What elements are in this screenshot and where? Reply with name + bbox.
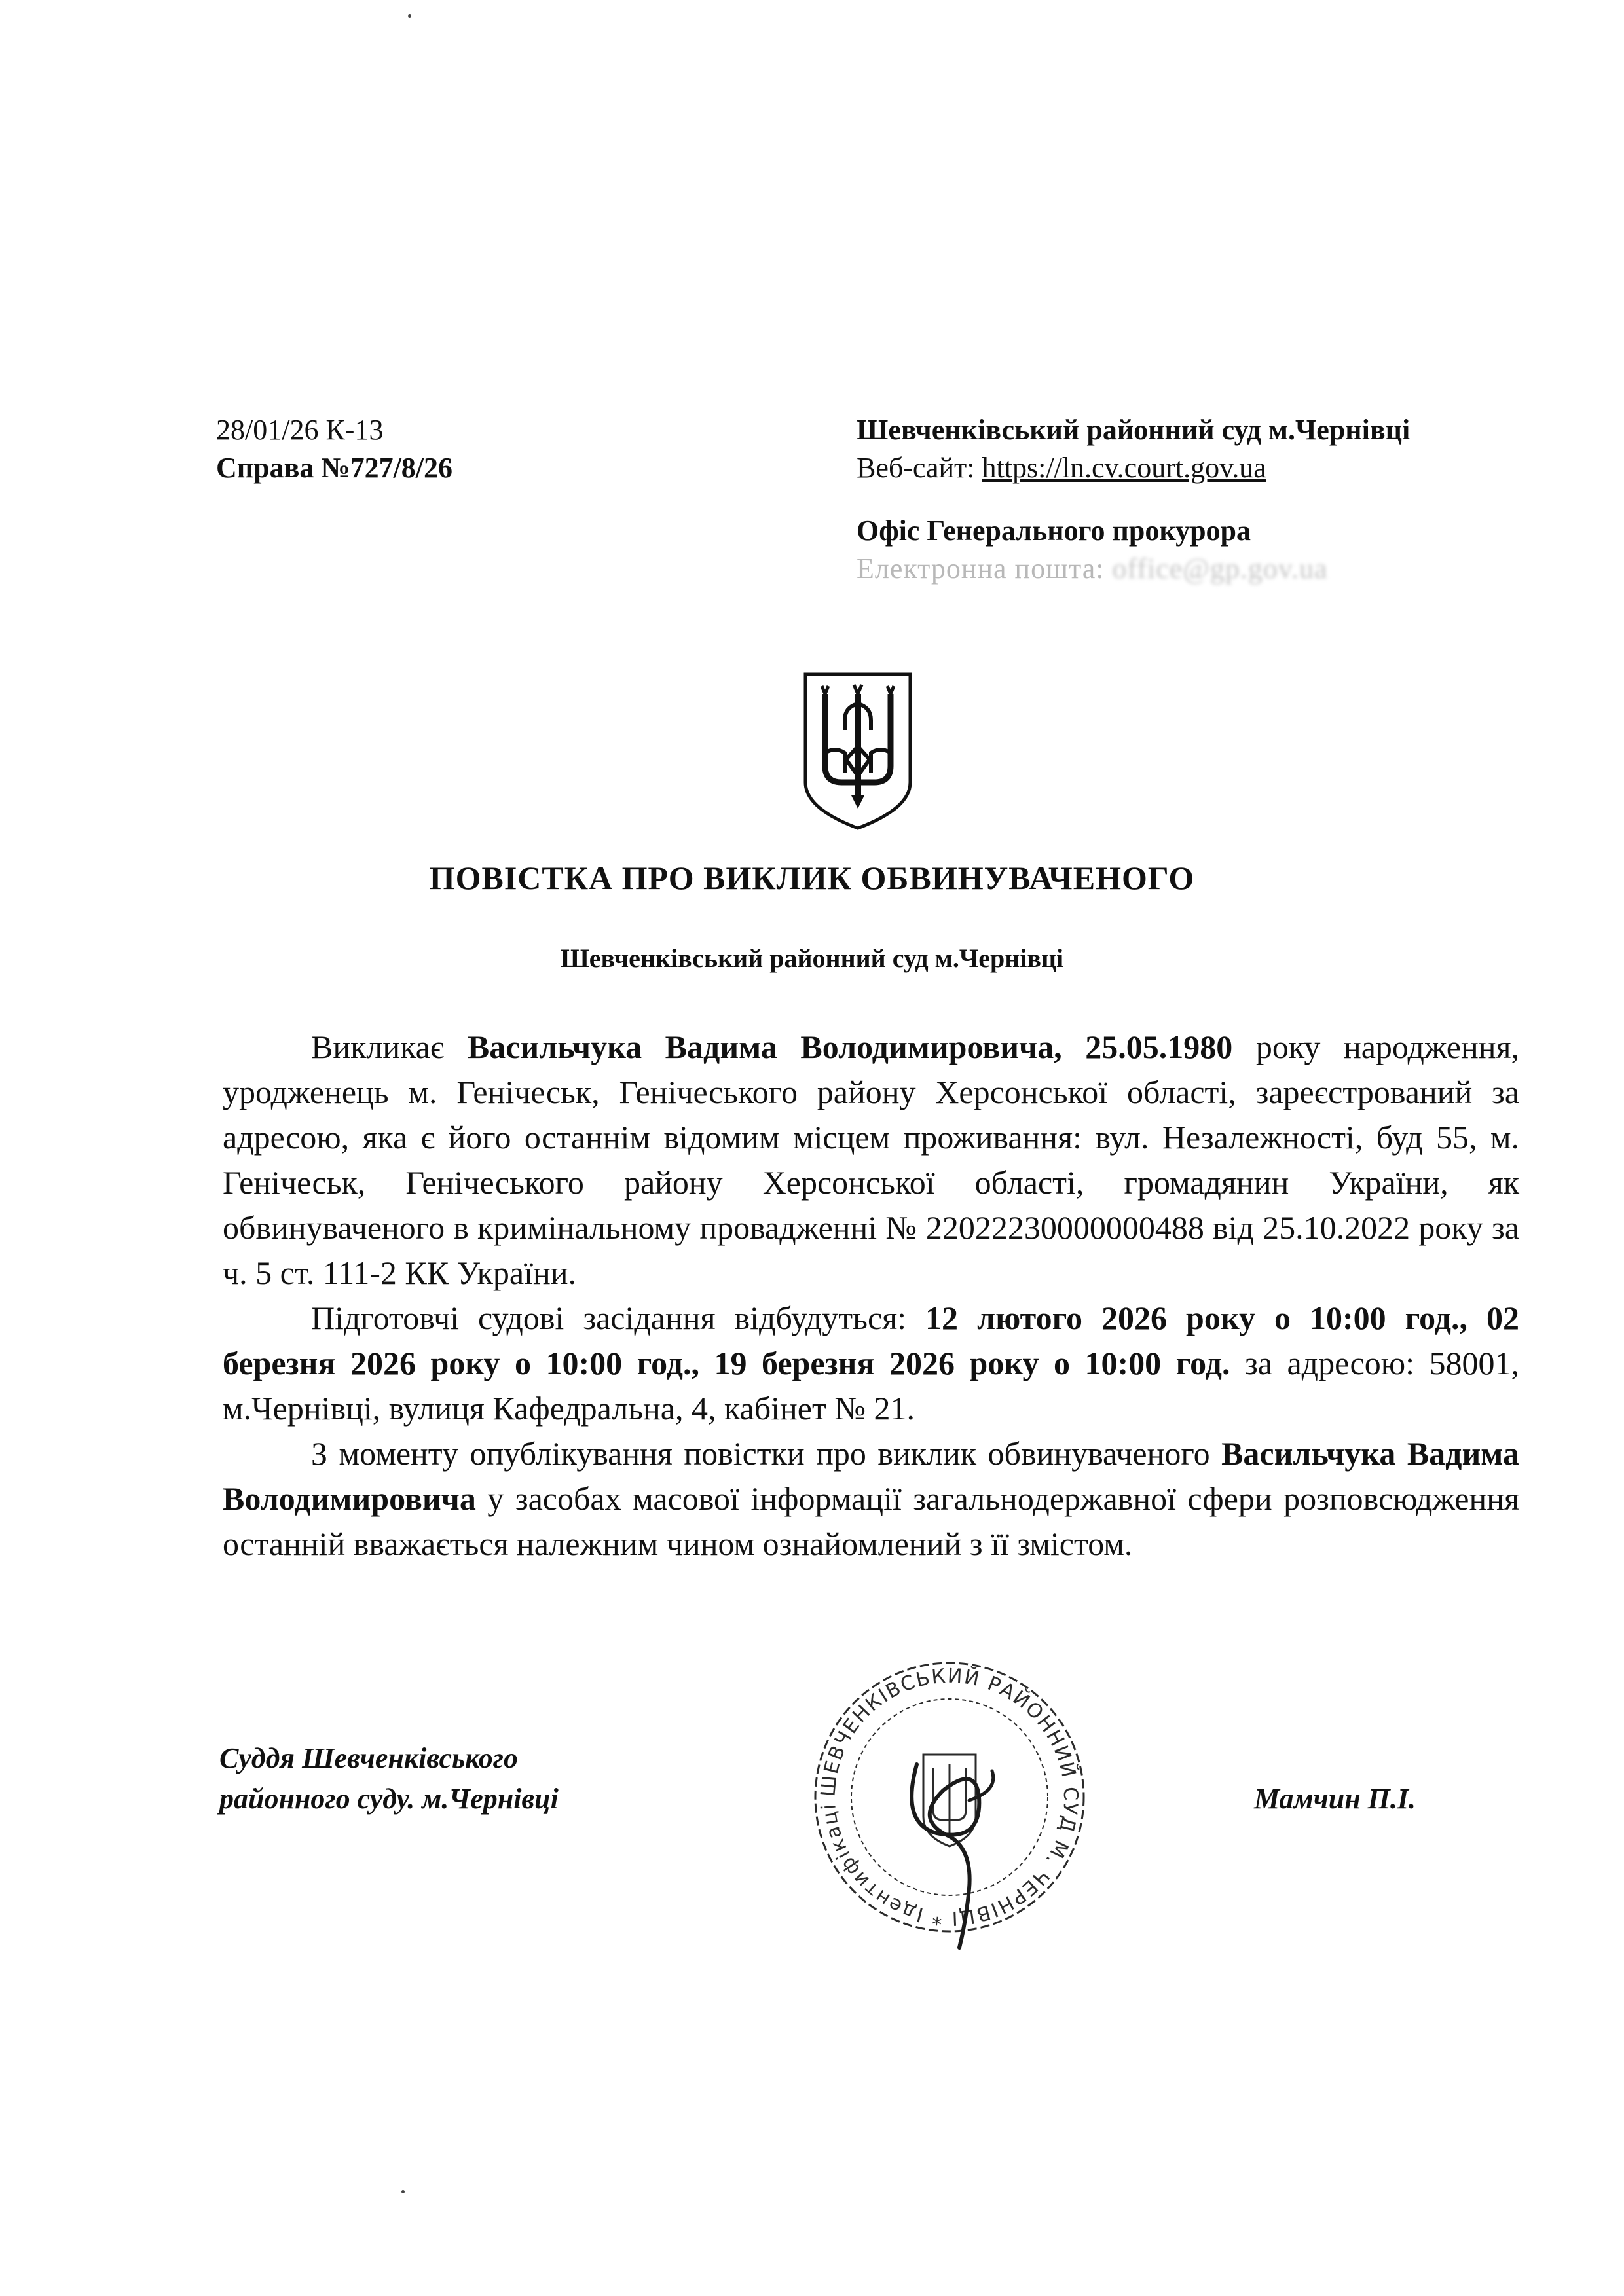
p2-lead: Підготовчі судові засідання відбудуться: (311, 1300, 926, 1336)
website-link[interactable]: https://ln.cv.court.gov.ua (982, 452, 1266, 484)
website-label: Веб-сайт: (857, 452, 982, 484)
judge-name: Мамчин П.І. (1254, 1783, 1416, 1815)
p3-rest: у засобах масової інформації загальнодержавної сфери розповсюдження останній вважається належним чином ознайомлений з її змістом. (223, 1480, 1519, 1562)
court-stamp (802, 1640, 1097, 1954)
scan-speck (408, 14, 411, 18)
p1-rest: року народження, уродженець м. Генічеськ, Генічеського району Херсонської області, зареєстрований за адресою, яка є його останнім відомим місцем проживання: вул. Незалежності, буд 55, м. Генічеськ, Генічеського району Херсонської області, громадянин України, як обвинуваченого в кримінальному провадженні № 22022230000000488 від 25.10.2022 року за ч. 5 ст. 111-2 КК України. (223, 1029, 1519, 1291)
document-ref: 28/01/26 К-13 (216, 414, 384, 446)
judge-title-line2: районного суду. м.Чернівці (219, 1783, 559, 1815)
email-label: Електронна пошта: (857, 553, 1113, 585)
document-body (223, 1025, 1519, 1567)
document-subtitle: Шевченківський районний суд м.Чернівці (560, 943, 1064, 973)
body-paragraph-3 (223, 1431, 1519, 1567)
p3-accused-name: Васильчука Вадима Володимировича (223, 1435, 1519, 1517)
email-line (857, 550, 1531, 588)
judge-title-line1: Суддя Шевченківського (219, 1742, 518, 1774)
body-paragraph-2 (223, 1296, 1519, 1431)
office-name: Офіс Генерального прокурора (857, 515, 1251, 547)
svg-text:ШЕВЧЕНКІВСЬКИЙ РАЙОННИЙ СУД М. (802, 1640, 1082, 1929)
case-number: Справа №727/8/26 (216, 452, 453, 484)
document-title: ПОВІСТКА ПРО ВИКЛИК ОБВИНУВАЧЕНОГО (429, 860, 1195, 896)
p1-lead: Викликає (311, 1029, 468, 1065)
p2-rest: за адресою: 58001, м.Чернівці, вулиця Кафедральна, 4, кабінет № 21. (223, 1345, 1520, 1427)
p1-accused-name: Васильчука Вадима Володимировича, 25.05.1980 (467, 1029, 1233, 1065)
header-right (857, 411, 1531, 588)
header-left (216, 411, 452, 487)
p2-hearing-dates: 12 лютого 2026 року о 10:00 год., 02 березня 2026 року о 10:00 год., 19 березня 2026 року о 10:00 год. (223, 1300, 1519, 1381)
scan-speck (401, 2190, 405, 2193)
email-value: office@gp.gov.ua (1112, 553, 1328, 585)
p3-lead: З моменту опублікування повістки про виклик обвинуваченого (311, 1435, 1222, 1472)
body-paragraph-1 (223, 1025, 1519, 1296)
website-line (857, 449, 1531, 487)
judge-title (219, 1738, 559, 1819)
court-name: Шевченківський районний суд м.Чернівці (857, 414, 1411, 446)
stamp-ring-text: ШЕВЧЕНКІВСЬКИЙ РАЙОННИЙ СУД М. ЧЕРНІВЦІ * Ідентифікаці (817, 1664, 1082, 1930)
ukraine-trident-icon (799, 668, 917, 831)
